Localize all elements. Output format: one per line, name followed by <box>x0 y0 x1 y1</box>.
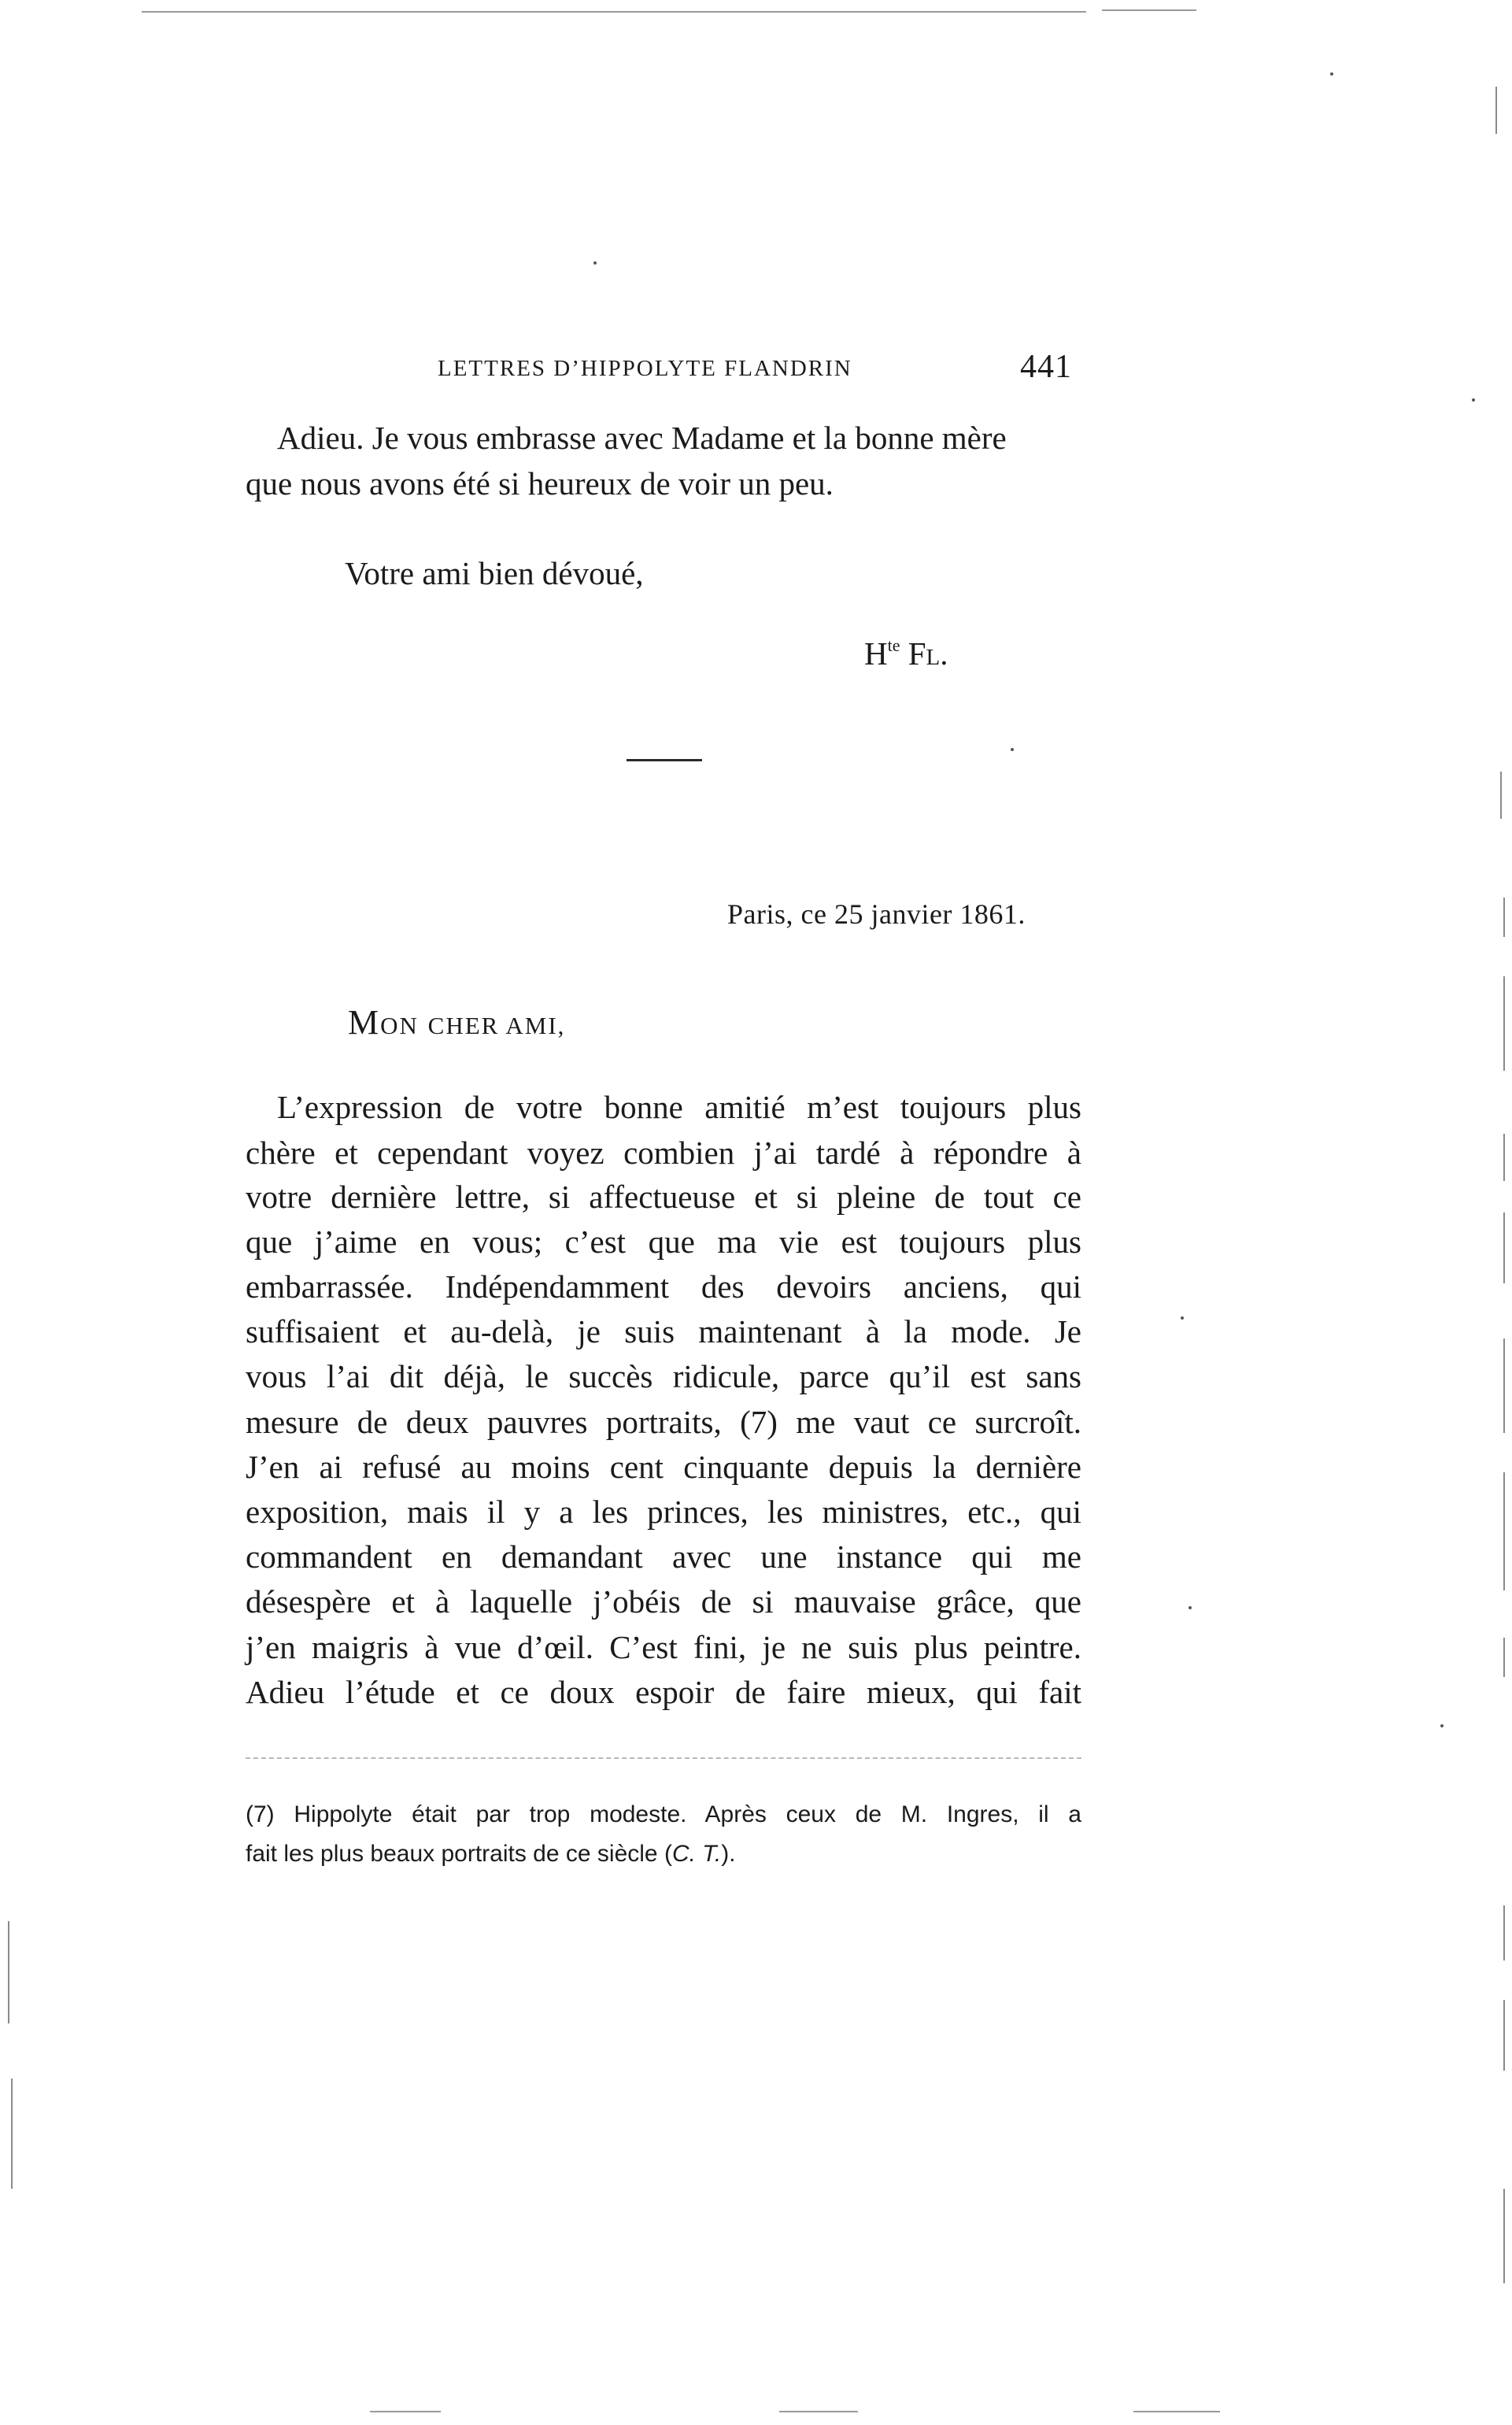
body-line-9: J’en ai refusé au moins cent cinquante depuis la dernière <box>246 1449 1081 1485</box>
valediction: Votre ami bien dévoué, <box>345 555 644 591</box>
footnote-line-2-suffix: ). <box>721 1841 736 1867</box>
page-number: 441 <box>1020 349 1072 385</box>
closing-line-1: Adieu. Je vous embrasse avec Madame et la bonne mère <box>277 420 1007 456</box>
scan-edge-bottom-2 <box>779 2411 858 2412</box>
scan-edge-right-4 <box>1503 976 1505 1071</box>
body-line-14: Adieu l’étude et ce doux espoir de faire mieux, qui fait <box>246 1674 1081 1710</box>
letter-separator-rule <box>627 759 702 761</box>
scan-edge-top-right <box>1102 9 1196 11</box>
scan-speck <box>1440 1724 1444 1727</box>
signature <box>864 635 948 672</box>
scan-edge-bottom-3 <box>1133 2411 1220 2412</box>
scan-edge-right-8 <box>1503 1472 1505 1590</box>
body-line-8: mesure de deux pauvres portraits, (7) me vaut ce surcroît. <box>246 1404 1081 1440</box>
scan-edge-right-2 <box>1500 772 1502 819</box>
scan-edge-right-12 <box>1503 2189 1505 2283</box>
footnote-line-1: (7) Hippolyte était par trop modeste. Après ceux de M. Ingres, il a <box>246 1801 1081 1827</box>
footnote-separator <box>246 1757 1081 1759</box>
body-line-7: vous l’ai dit déjà, le succès ridicule, parce qu’il est sans <box>246 1358 1081 1394</box>
signature-initial: H <box>864 635 888 672</box>
body-line-3: votre dernière lettre, si affectueuse et si pleine de tout ce <box>246 1179 1081 1215</box>
scan-speck <box>593 261 597 265</box>
running-title: LETTRES D’HIPPOLYTE FLANDRIN <box>438 356 852 381</box>
footnote-line-2-prefix: fait les plus beaux portraits de ce siècle ( <box>246 1841 672 1867</box>
signature-surname: Fl. <box>908 635 948 672</box>
scan-edge-bottom-1 <box>370 2411 441 2412</box>
closing-line-2: que nous avons été si heureux de voir un peu. <box>246 465 834 502</box>
scan-edge-right-10 <box>1503 1905 1505 1960</box>
body-line-1: L’expression de votre bonne amitié m’est toujours plus <box>277 1089 1081 1125</box>
scan-edge-top <box>142 11 1086 13</box>
scan-speck <box>1181 1316 1184 1320</box>
scan-edge-right-7 <box>1503 1338 1505 1433</box>
scan-edge-right-1 <box>1495 87 1497 134</box>
scan-edge-right-9 <box>1503 1638 1505 1677</box>
scan-speck <box>1011 748 1014 751</box>
dateline: Paris, ce 25 janvier 1861. <box>727 898 1026 930</box>
body-line-11: commandent en demandant avec une instance qui me <box>246 1538 1081 1575</box>
scan-edge-left-2 <box>11 2079 13 2189</box>
scan-speck <box>1189 1606 1192 1609</box>
body-line-2: chère et cependant voyez combien j’ai tardé à répondre à <box>246 1135 1081 1171</box>
signature-superscript: te <box>887 635 900 655</box>
scan-edge-right-5 <box>1503 1134 1505 1181</box>
salutation-initial: M <box>348 1003 381 1042</box>
footnote-attribution: C. T. <box>671 1841 722 1867</box>
scan-edge-right-6 <box>1503 1212 1505 1283</box>
body-line-10: exposition, mais il y a les princes, les ministres, etc., qui <box>246 1494 1081 1530</box>
body-line-6: suffisaient et au-delà, je suis maintenant à la mode. Je <box>246 1313 1081 1349</box>
scan-edge-right-11 <box>1503 2000 1505 2071</box>
salutation <box>348 1002 565 1042</box>
body-line-5: embarrassée. Indépendamment des devoirs anciens, qui <box>246 1268 1081 1305</box>
body-line-4: que j’aime en vous; c’est que ma vie est toujours plus <box>246 1224 1081 1260</box>
salutation-rest: CHER AMI, <box>427 1012 566 1039</box>
footnote-line-2 <box>246 1841 736 1868</box>
salutation-first-word-rest: ON <box>380 1012 419 1039</box>
scan-speck <box>1472 398 1475 402</box>
scan-edge-left-1 <box>8 1921 9 2023</box>
scan-speck <box>1330 72 1333 76</box>
scan-edge-right-3 <box>1503 898 1505 937</box>
body-line-12: désespère et à laquelle j’obéis de si mauvaise grâce, que <box>246 1583 1081 1620</box>
body-line-13: j’en maigris à vue d’œil. C’est fini, je ne suis plus peintre. <box>246 1629 1081 1665</box>
